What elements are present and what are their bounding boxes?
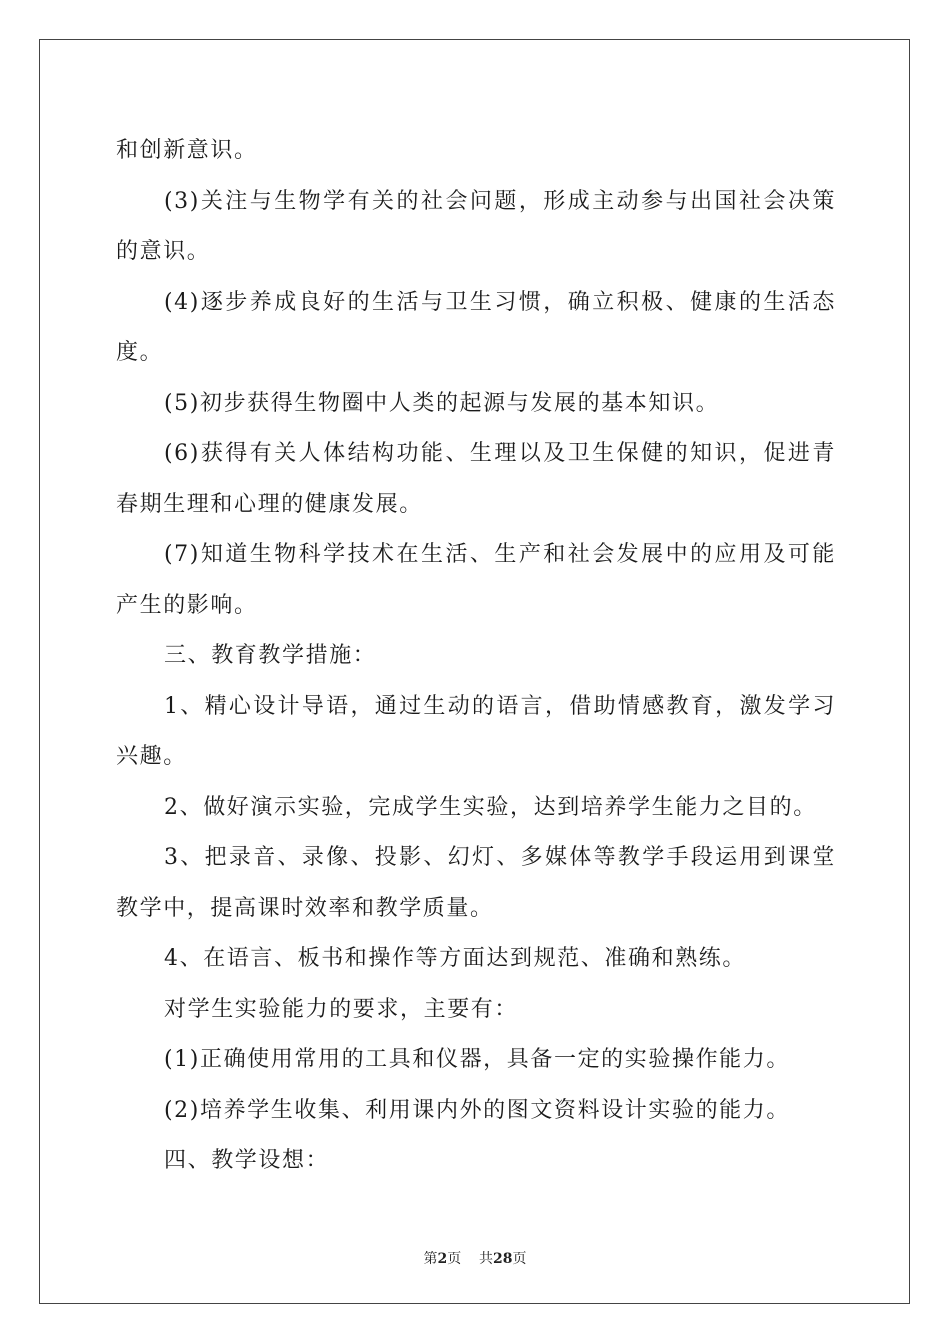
- section-heading: 四、教学设想：: [164, 1148, 330, 1173]
- paragraph: (3)关注与生物学有关的社会问题，形成主动参与出国社会决策的意识。: [116, 188, 836, 264]
- total-suffix: 页: [512, 1251, 527, 1267]
- section-heading: 三、教育教学措施：: [164, 643, 377, 668]
- paragraph: (2)培养学生收集、利用课内外的图文资料设计实验的能力。: [164, 1097, 790, 1123]
- page-prefix: 第: [423, 1251, 438, 1267]
- total-pages: 28: [493, 1251, 513, 1267]
- total-prefix: 共: [479, 1251, 494, 1267]
- paragraph: 1、精心设计导语，通过生动的语言，借助情感教育，激发学习兴趣。: [116, 693, 836, 769]
- page-number: 2: [437, 1251, 448, 1267]
- paragraph: (1)正确使用常用的工具和仪器，具备一定的实验操作能力。: [164, 1047, 790, 1072]
- document-body: [116, 126, 836, 1187]
- paragraph: 4、在语言、板书和操作等方面达到规范、准确和熟练。: [164, 946, 746, 971]
- paragraph: 对学生实验能力的要求，主要有：: [164, 996, 519, 1022]
- page-suffix: 页: [447, 1251, 462, 1267]
- paragraph: (6)获得有关人体结构功能、生理以及卫生保健的知识，促进青春期生理和心理的健康发展。: [116, 441, 836, 517]
- paragraph: (7)知道生物科学技术在生活、生产和社会发展中的应用及可能产生的影响。: [116, 542, 836, 618]
- paragraph: (5)初步获得生物圈中人类的起源与发展的基本知识。: [164, 390, 720, 416]
- paragraph: 和创新意识。: [116, 138, 258, 163]
- paragraph: 3、把录音、录像、投影、幻灯、多媒体等教学手段运用到课堂教学中，提高课时效率和教学质量。: [116, 845, 836, 921]
- page-footer: [0, 1248, 950, 1268]
- paragraph: 2、做好演示实验，完成学生实验，达到培养学生能力之目的。: [164, 794, 817, 820]
- paragraph: (4)逐步养成良好的生活与卫生习惯，确立积极、健康的生活态度。: [116, 289, 836, 365]
